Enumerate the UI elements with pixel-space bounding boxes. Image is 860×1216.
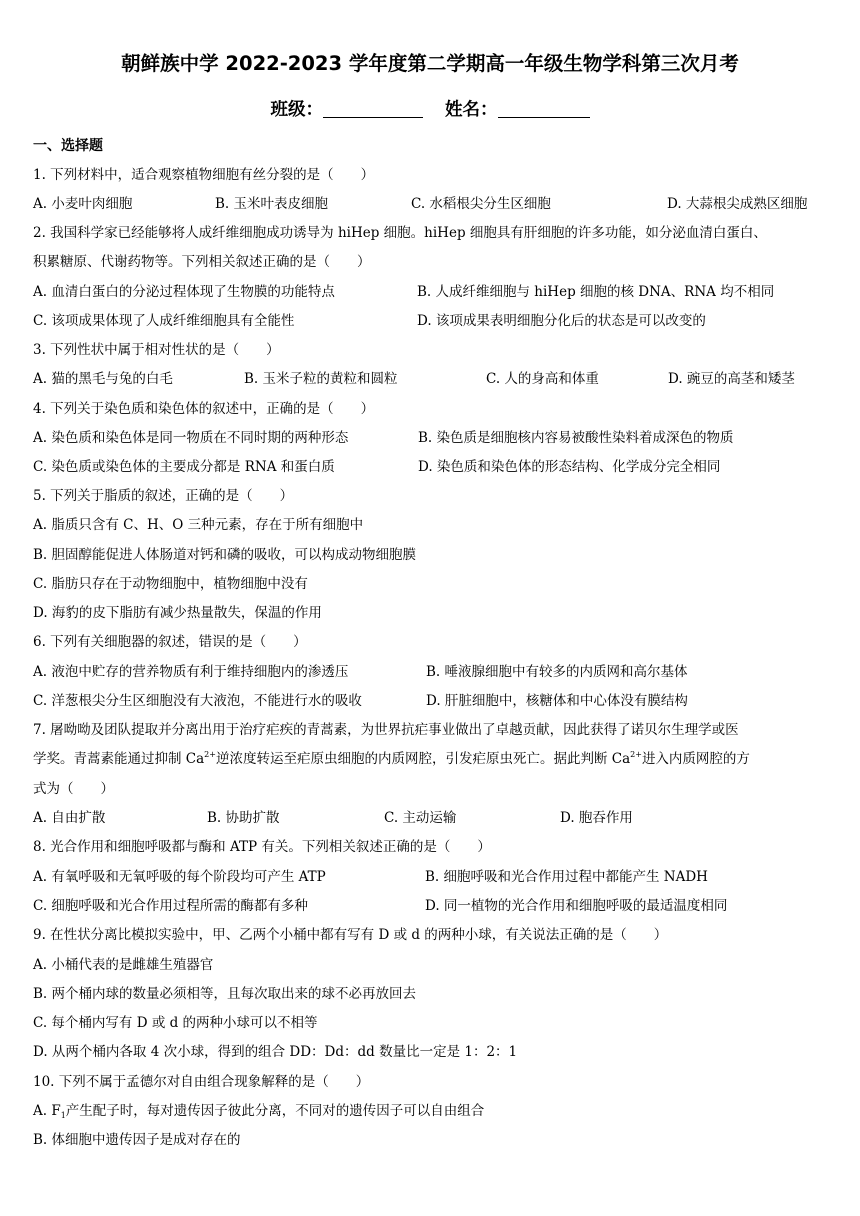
q3-stem: 3. 下列性状中属于相对性状的是（ ）: [33, 342, 280, 358]
q2-option-c[interactable]: C. 该项成果体现了人成纤维细胞具有全能性: [33, 313, 295, 329]
q9-option-d[interactable]: D. 从两个桶内各取 4 次小球，得到的组合 DD：Dd：dd 数量比一定是 1：2：1: [33, 1044, 518, 1060]
q7-stem-part2: 逆浓度转运至疟原虫细胞的内质网腔，引发疟原虫死亡。据此判断 Ca: [215, 751, 631, 767]
student-info-line: [0, 96, 860, 121]
q10-subscript: 1: [60, 1111, 66, 1120]
q5-option-d[interactable]: D. 海豹的皮下脂肪有减少热量散失，保温的作用: [33, 605, 322, 621]
q2-stem-line1: 2. 我国科学家已经能够将人成纤维细胞成功诱导为 hiHep 细胞。hiHep 细胞具有肝细胞的许多功能，如分泌血清白蛋白、: [33, 225, 767, 241]
q3-option-d[interactable]: D. 豌豆的高茎和矮茎: [668, 371, 795, 387]
class-label: 班级：: [270, 100, 323, 120]
q10-stem: 10. 下列不属于孟德尔对自由组合现象解释的是（ ）: [33, 1074, 370, 1090]
q6-option-a[interactable]: A. 液泡中贮存的营养物质有利于维持细胞内的渗透压: [33, 664, 349, 680]
q4-option-b[interactable]: B. 染色质是细胞核内容易被酸性染料着成深色的物质: [418, 430, 734, 446]
q10-option-b[interactable]: B. 体细胞中遗传因子是成对存在的: [33, 1132, 241, 1148]
q9-stem: 9. 在性状分离比模拟实验中，甲、乙两个小桶中都有写有 D 或 d 的两种小球，有关说法正确的是（ ）: [33, 927, 668, 943]
exam-title: 朝鲜族中学 2022-2023 学年度第二学期高一年级生物学科第三次月考: [121, 52, 739, 75]
q5-option-c[interactable]: C. 脂肪只存在于动物细胞中，植物细胞中没有: [33, 576, 308, 592]
q8-stem: 8. 光合作用和细胞呼吸都与酶和 ATP 有关。下列相关叙述正确的是（ ）: [33, 839, 491, 855]
q7-superscript-1: 2+: [204, 750, 216, 759]
name-blank[interactable]: [498, 99, 590, 118]
q6-option-b[interactable]: B. 唾液腺细胞中有较多的内质网和高尔基体: [426, 664, 688, 680]
q7-option-c[interactable]: C. 主动运输: [384, 810, 457, 826]
q2-option-a[interactable]: A. 血清白蛋白的分泌过程体现了生物膜的功能特点: [33, 284, 335, 300]
q2-stem-line2: 积累糖原、代谢药物等。下列相关叙述正确的是（ ）: [33, 254, 371, 270]
q7-stem-line3: 式为（ ）: [33, 781, 114, 797]
q7-stem-line2: [33, 750, 750, 768]
q7-option-d[interactable]: D. 胞吞作用: [560, 810, 633, 826]
q3-option-a[interactable]: A. 猫的黑毛与兔的白毛: [33, 371, 173, 387]
q8-option-b[interactable]: B. 细胞呼吸和光合作用过程中都能产生 NADH: [425, 869, 708, 885]
q7-superscript-2: 2+: [630, 750, 642, 759]
q4-option-d[interactable]: D. 染色质和染色体的形态结构、化学成分完全相同: [418, 459, 721, 475]
q7-option-a[interactable]: A. 自由扩散: [33, 810, 106, 826]
q4-stem: 4. 下列关于染色质和染色体的叙述中，正确的是（ ）: [33, 401, 375, 417]
q7-stem-part1: 学奖。青蒿素能通过抑制 Ca: [33, 751, 205, 767]
section-heading: 一、选择题: [33, 138, 103, 154]
q1-stem: 1. 下列材料中，适合观察植物细胞有丝分裂的是（ ）: [33, 167, 375, 183]
q3-option-b[interactable]: B. 玉米子粒的黄粒和圆粒: [244, 371, 398, 387]
q8-option-a[interactable]: A. 有氧呼吸和无氧呼吸的每个阶段均可产生 ATP: [33, 869, 326, 885]
q5-option-b[interactable]: B. 胆固醇能促进人体肠道对钙和磷的吸收，可以构成动物细胞膜: [33, 547, 417, 563]
q4-option-a[interactable]: A. 染色质和染色体是同一物质在不同时期的两种形态: [33, 430, 349, 446]
q1-option-d[interactable]: D. 大蒜根尖成熟区细胞: [667, 196, 808, 212]
q1-option-b[interactable]: B. 玉米叶表皮细胞: [215, 196, 329, 212]
q10-option-a-part1: A. F: [33, 1103, 61, 1119]
q9-option-c[interactable]: C. 每个桶内写有 D 或 d 的两种小球可以不相等: [33, 1015, 318, 1031]
q2-option-b[interactable]: B. 人成纤维细胞与 hiHep 细胞的核 DNA、RNA 均不相同: [417, 284, 775, 300]
q1-option-a[interactable]: A. 小麦叶肉细胞: [33, 196, 133, 212]
q4-option-c[interactable]: C. 染色质或染色体的主要成分都是 RNA 和蛋白质: [33, 459, 335, 475]
q9-option-a[interactable]: A. 小桶代表的是雌雄生殖器官: [33, 957, 214, 973]
q9-option-b[interactable]: B. 两个桶内球的数量必须相等，且每次取出来的球不必再放回去: [33, 986, 417, 1002]
q2-option-d[interactable]: D. 该项成果表明细胞分化后的状态是可以改变的: [417, 313, 706, 329]
q8-option-c[interactable]: C. 细胞呼吸和光合作用过程所需的酶都有多种: [33, 898, 308, 914]
q8-option-d[interactable]: D. 同一植物的光合作用和细胞呼吸的最适温度相同: [425, 898, 728, 914]
q7-option-b[interactable]: B. 协助扩散: [207, 810, 280, 826]
q6-option-c[interactable]: C. 洋葱根尖分生区细胞没有大液泡，不能进行水的吸收: [33, 693, 362, 709]
q5-stem: 5. 下列关于脂质的叙述，正确的是（ ）: [33, 488, 294, 504]
q7-stem-line1: 7. 屠呦呦及团队提取并分离出用于治疗疟疾的青蒿素，为世界抗疟事业做出了卓越贡献，因此获得了诺贝尔生理学或医: [33, 722, 739, 738]
q6-stem: 6. 下列有关细胞器的叙述，错误的是（ ）: [33, 634, 307, 650]
q3-option-c[interactable]: C. 人的身高和体重: [486, 371, 599, 387]
q7-stem-part3: 进入内质网腔的方: [641, 751, 750, 767]
q5-option-a[interactable]: A. 脂质只含有 C、H、O 三种元素，存在于所有细胞中: [33, 517, 364, 533]
q6-option-d[interactable]: D. 肝脏细胞中，核糖体和中心体没有膜结构: [426, 693, 688, 709]
q10-option-a-part2: 产生配子时，每对遗传因子彼此分离，不同对的遗传因子可以自由组合: [65, 1103, 485, 1119]
q1-option-c[interactable]: C. 水稻根尖分生区细胞: [411, 196, 551, 212]
name-label: 姓名：: [445, 100, 498, 120]
q10-option-a[interactable]: [33, 1102, 484, 1120]
class-blank[interactable]: [323, 99, 423, 118]
